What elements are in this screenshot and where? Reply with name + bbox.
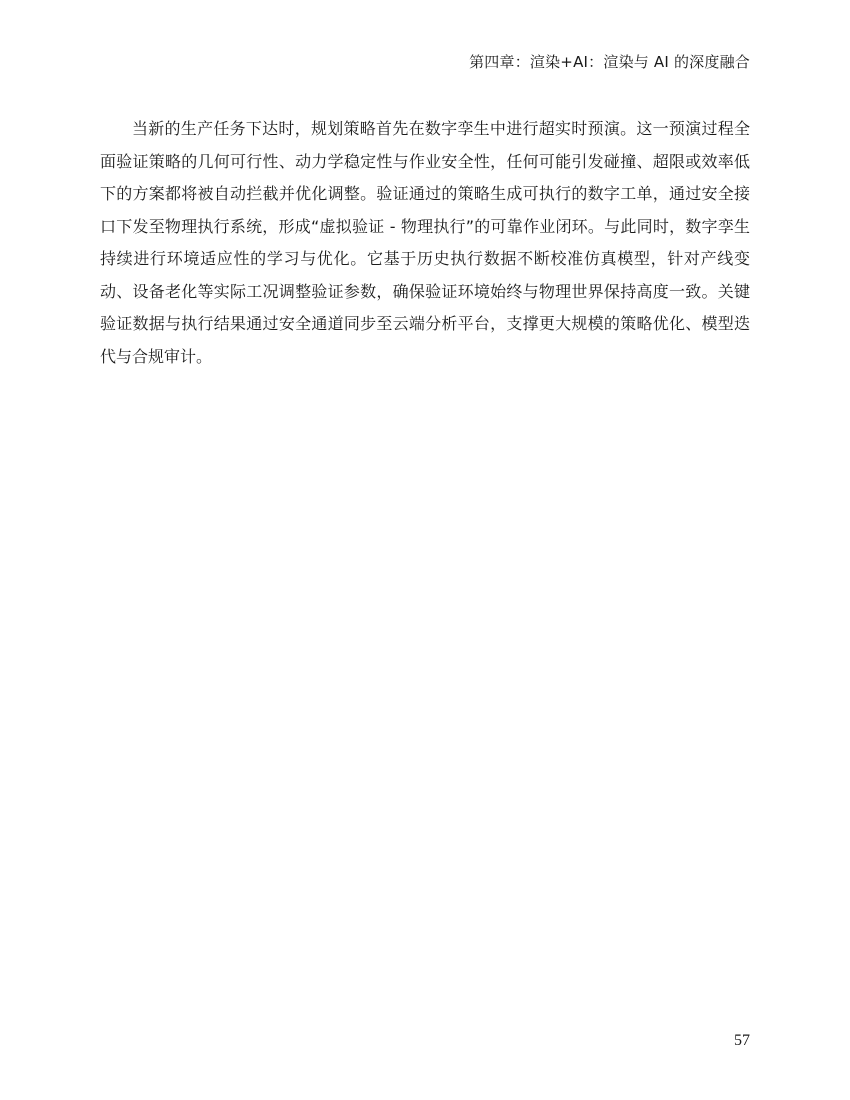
running-header-chapter-title: 第四章：渲染+AI：渲染与 AI 的深度融合: [469, 53, 750, 71]
page-number: 57: [734, 1032, 750, 1049]
body-paragraph: 当新的生产任务下达时，规划策略首先在数字孪生中进行超实时预演。这一预演过程全面验证策略的几何可行性、动力学稳定性与作业安全性，任何可能引发碰撞、超限或效率低下的方案都将被自动拦截并优化调整。验证通过的策略生成可执行的数字工单，通过安全接口下发至物理执行系统，形成“虚拟验证 - 物理执行”的可靠作业闭环。与此同时，数字孪生持续进行环境适应性的学习与优化。它基于历史执行数据不断校准仿真模型，针对产线变动、设备老化等实际工况调整验证参数，确保验证环境始终与物理世界保持高度一致。关键验证数据与执行结果通过安全通道同步至云端分析平台，支撑更大规模的策略优化、模型迭代与合规审计。: [100, 119, 750, 366]
